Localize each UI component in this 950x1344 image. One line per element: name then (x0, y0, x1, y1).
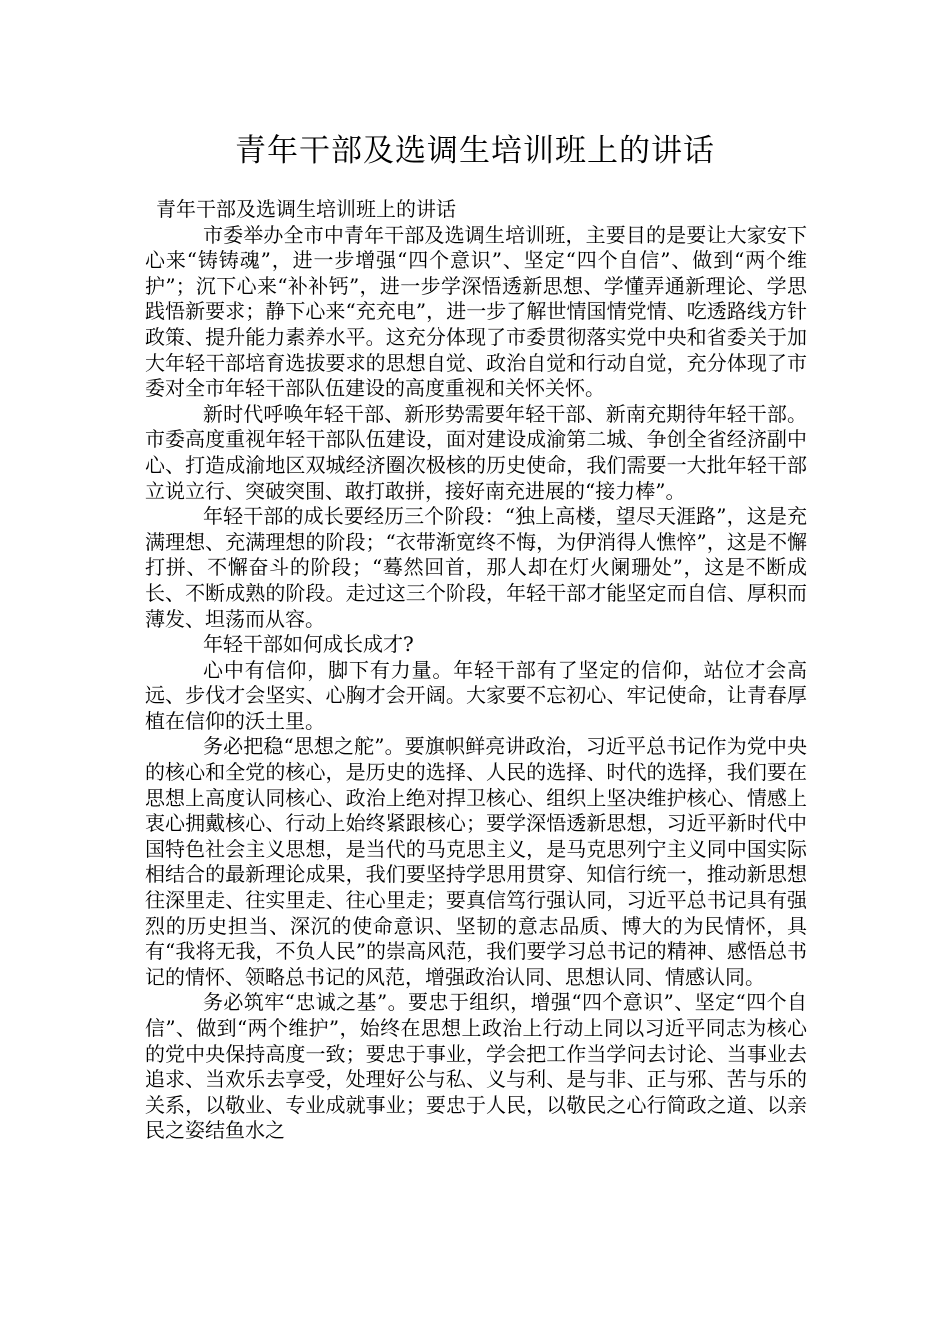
paragraph-5: 心中有信仰，脚下有力量。年轻干部有了坚定的信仰，站位才会高远、步伐才会坚实、心胸才会开阔。大家要不忘初心、牢记使命，让青春厚植在信仰的沃土里。 (145, 657, 807, 733)
paragraph-2: 新时代呼唤年轻干部、新形势需要年轻干部、新南充期待年轻干部。市委高度重视年轻干部队伍建设，面对建设成渝第二城、争创全省经济副中心、打造成渝地区双城经济圈次极核的历史使命，我们需要一大批年轻干部立说立行、突破突围、敢打敢拼，接好南充进展的“接力棒”。 (145, 401, 807, 503)
paragraph-3: 年轻干部的成长要经历三个阶段：“独上高楼，望尽天涯路”，这是充满理想、充满理想的阶段；“衣带渐宽终不悔，为伊消得人憔悴”，这是不懈打拼、不懈奋斗的阶段；“蓦然回首，那人却在灯火阑珊处”，这是不断成长、不断成熟的阶段。走过这三个阶段，年轻干部才能坚定而自信、厚积而薄发、坦荡而从容。 (145, 504, 807, 631)
paragraph-4: 年轻干部如何成长成才? (203, 632, 414, 657)
paragraph-6: 务必把稳“思想之舵”。要旗帜鲜亮讲政治，习近平总书记作为党中央的核心和全党的核心，是历史的选择、人民的选择、时代的选择，我们要在思想上高度认同核心、政治上绝对捍卫核心、组织上坚决维护核心、情感上衷心拥戴核心、行动上始终紧跟核心；要学深悟透新思想，习近平新时代中国特色社会主义思想，是当代的马克思主义，是马克思列宁主义同中国实际相结合的最新理论成果，我们要坚持学思用贯穿、知信行统一，推动新思想往深里走、往实里走、往心里走；要真信笃行强认同，习近平总书记具有强烈的历史担当、深沉的使命意识、坚韧的意志品质、博大的为民情怀，具有“我将无我，不负人民”的崇高风范，我们要学习总书记的精神、感悟总书记的情怀、领略总书记的风范，增强政治认同、思想认同、情感认同。 (145, 734, 807, 989)
paragraph-7: 务必筑牢“忠诚之基”。要忠于组织，增强“四个意识”、坚定“四个自信”、做到“两个维护”，始终在思想上政治上行动上同以习近平同志为核心的党中央保持高度一致；要忠于事业，学会把工作当学问去讨论、当事业去追求、当欢乐去享受，处理好公与私、义与利、是与非、正与邪、苦与乐的关系，以敬业、专业成就事业；要忠于人民，以敬民之心行简政之道、以亲民之姿结鱼水之 (145, 990, 807, 1143)
document-subtitle: 青年干部及选调生培训班上的讲话 (156, 197, 456, 221)
paragraph-1: 市委举办全市中青年干部及选调生培训班，主要目的是要让大家安下心来“铸铸魂”，进一步增强“四个意识”、坚定“四个自信”、做到“两个维护”；沉下心来“补补钙”，进一步学深悟透新思想、学懂弄通新理论、学思践悟新要求；静下心来“充充电”，进一步了解世情国情党情、吃透路线方针政策、提升能力素养水平。这充分体现了市委贯彻落实党中央和省委关于加大年轻干部培育选拔要求的思想自觉、政治自觉和行动自觉，充分体现了市委对全市年轻干部队伍建设的高度重视和关怀关怀。 (145, 222, 807, 401)
document-body (145, 197, 807, 1144)
document-title: 青年干部及选调生培训班上的讲话 (235, 133, 715, 169)
